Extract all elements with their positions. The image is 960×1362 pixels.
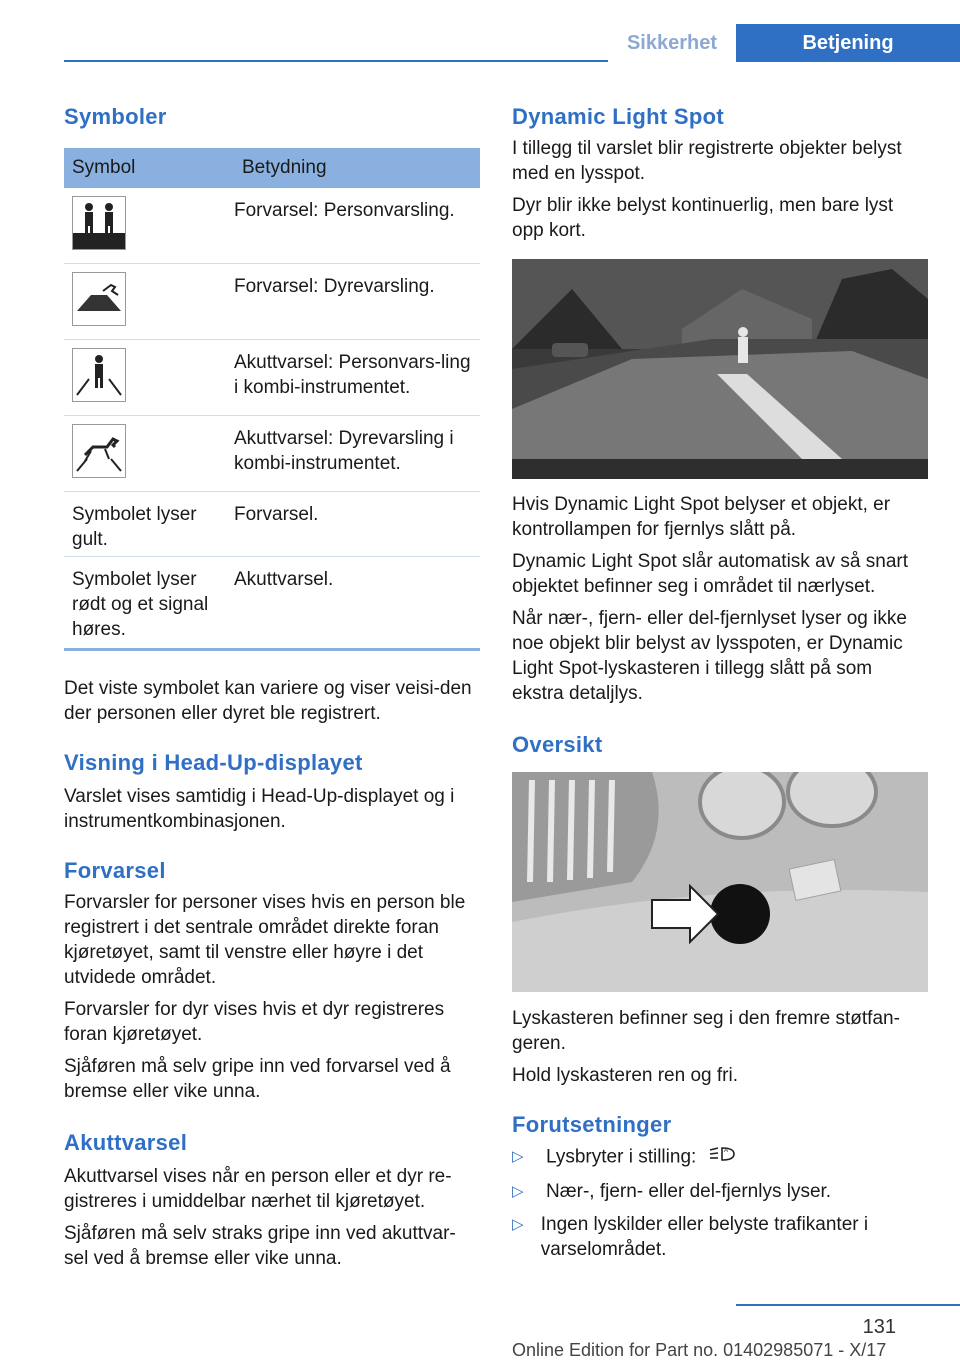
table-row [64,188,480,264]
hud-heading: Visning i Head-Up-displayet [64,750,363,775]
person-warning-icon [72,196,126,250]
dls-text-4: Dynamic Light Spot slår automatisk av så snart objektet befinner seg i området til nærlyset. [512,551,909,597]
symbol-cell: Symbolet lyser gult. [72,504,197,550]
acute-text-1: Akuttvarsel vises når en person eller et dyr re-gistreres i umiddelbar nærhet til kjøretøyet. [64,1166,452,1212]
meaning-cell: Akuttvarsel: Personvars-ling i kombi-instrumentet. [234,352,471,398]
meaning-cell: Forvarsel: Dyrevarsling. [234,276,435,297]
table-end-rule [64,648,480,651]
hud-body [64,784,480,841]
auto-light-switch-icon [708,1144,738,1171]
symbol-cell: Symbolet lyser rødt og et signal høres. [72,569,209,640]
meaning-cell: Forvarsel. [234,504,319,525]
front-bumper-illustration [512,772,928,992]
tab-sikkerhet[interactable]: Sikkerhet [608,24,736,62]
deer-acute-warning-icon [72,424,126,478]
table-row [64,492,480,557]
table-header [64,148,480,188]
footer-rule [736,1304,960,1306]
svg-text:A: A [723,1148,728,1154]
list-item [512,1212,928,1262]
acute-body [64,1164,480,1278]
dls-body-1 [512,136,928,250]
meaning-cell: Forvarsel: Personvarsling. [234,200,455,221]
table-row [64,264,480,340]
page-number: 131 [862,1316,896,1338]
overview-text-1: Lyskasteren befinner seg i den fremre støtfan-geren. [512,1008,900,1054]
after-table-text: Det viste symbolet kan variere og viser veisi-den der personen eller dyret ble registrert. [64,678,472,724]
left-body-1 [64,676,480,733]
dls-text-1: I tillegg til varslet blir registrerte objekter belyst med en lysspot. [512,138,902,184]
bullet-triangle-icon: ▷ [512,1148,524,1165]
col-symbol-header: Symbol [72,157,136,178]
overview-body [512,1006,928,1095]
overview-text-2: Hold lyskasteren ren og fri. [512,1065,738,1086]
symbols-table [64,148,480,647]
dls-body-2 [512,492,928,713]
req-item-2: Nær-, fjern- eller del-fjernlys lyser. [546,1181,832,1202]
dls-heading: Dynamic Light Spot [512,104,724,129]
overview-heading: Oversikt [512,732,603,757]
preliminary-body [64,890,480,1111]
dls-text-2: Dyr blir ikke belyst kontinuerlig, men bare lyst opp kort. [512,195,894,241]
acute-text-2: Sjåføren må selv straks gripe inn ved akuttvar-sel ved å bremse eller vike unna. [64,1223,456,1269]
edition-text: Online Edition for Part no. 01402985071 - X/17 [512,1340,887,1360]
animal-warning-icon [72,272,126,326]
person-acute-warning-icon [72,348,126,402]
list-item [512,1144,928,1171]
hud-text: Varslet vises samtidig i Head-Up-displayet og i instrumentkombinasjonen. [64,786,455,832]
night-road-illustration [512,259,928,479]
table-row [64,340,480,416]
tab-betjening[interactable]: Betjening [736,24,960,62]
requirements-heading: Forutsetninger [512,1112,672,1137]
col-meaning-header: Betydning [242,157,327,178]
pre-text-1: Forvarsler for personer vises hvis en person ble registrert i det sentrale området direkte foran kjøretøyet, samt til venstre eller høyre i det utvidede området. [64,892,466,988]
meaning-cell: Akuttvarsel. [234,569,334,590]
acute-heading: Akuttvarsel [64,1130,188,1155]
preliminary-heading: Forvarsel [64,858,166,883]
dls-text-3: Hvis Dynamic Light Spot belyser et objekt, er kontrollampen for fjernlys slått på. [512,494,891,540]
bullet-triangle-icon: ▷ [512,1216,524,1233]
requirements-list [512,1144,928,1270]
symbols-heading: Symboler [64,104,167,129]
dls-text-5: Når nær-, fjern- eller del-fjernlyset lyser og ikke noe objekt blir belyst av lysspoten, er Dynamic Light Spot-lyskasteren i tillegg slått på som ekstra detaljlys. [512,608,907,704]
req-item-1: Lysbryter i stilling: [546,1146,697,1168]
bullet-triangle-icon: ▷ [512,1183,524,1200]
pre-text-3: Sjåføren må selv gripe inn ved forvarsel ved å bremse eller vike unna. [64,1056,451,1102]
table-row [64,557,480,647]
list-item [512,1179,928,1204]
req-item-3: Ingen lyskilder eller belyste trafikanter i varselområdet. [540,1214,869,1260]
pre-text-2: Forvarsler for dyr vises hvis et dyr registreres foran kjøretøyet. [64,999,445,1045]
meaning-cell: Akuttvarsel: Dyrevarsling i kombi-instrumentet. [234,428,454,474]
table-row [64,416,480,492]
